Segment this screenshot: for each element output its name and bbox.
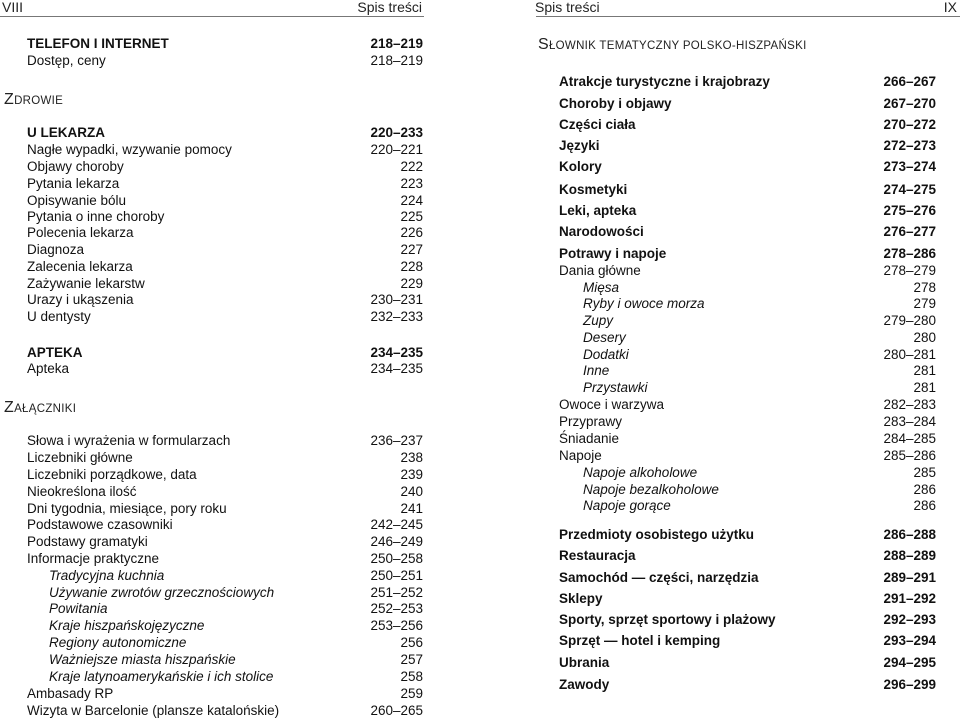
toc-entry [559, 223, 936, 240]
toc-entry-page: 280 [913, 330, 936, 345]
toc-entry [27, 360, 423, 377]
toc-entry-title: Sklepy [559, 591, 603, 606]
toc-entry-title: Inne [583, 363, 610, 378]
toc-entry-title: Polecenia lekarza [27, 225, 134, 240]
toc-entry-title: Atrakcje turystyczne i krajobrazy [559, 74, 770, 89]
toc-entry-title: Opisywanie bólu [27, 193, 127, 208]
toc-entry-title: Napoje alkoholowe [583, 465, 698, 480]
toc-entry [583, 295, 936, 312]
toc-entry-page: 258 [400, 669, 423, 684]
toc-entry-title: Restauracja [559, 548, 636, 563]
toc-entry [27, 224, 423, 241]
toc-entry [559, 202, 936, 219]
toc-entry [583, 497, 936, 514]
toc-entry-title: Używanie zwrotów grzecznościowych [49, 585, 275, 600]
toc-entry-title: Liczebniki główne [27, 450, 133, 465]
toc-entry-page: 234–235 [370, 345, 423, 360]
header-rule-left [0, 16, 424, 17]
toc-entry [559, 430, 936, 447]
toc-entry-page: 276–277 [883, 224, 936, 239]
toc-entry [49, 617, 423, 634]
toc-entry [27, 124, 423, 141]
toc-entry-page: 281 [913, 380, 936, 395]
toc-entry-title: Sporty, sprzęt sportowy i plażowy [559, 612, 776, 627]
header-rule-right [536, 16, 960, 17]
toc-entry-page: 250–251 [370, 568, 423, 583]
toc-entry-page: 252–253 [370, 601, 423, 616]
toc-entry-page: 267–270 [883, 96, 936, 111]
toc-entry-page: 293–294 [883, 633, 936, 648]
toc-entry-page: 239 [400, 467, 423, 482]
toc-entry-page: 266–267 [883, 74, 936, 89]
toc-entry-page: 286–288 [883, 527, 936, 542]
toc-entry-page: 259 [400, 686, 423, 701]
toc-entry-title: Dania główne [559, 263, 641, 278]
toc-entry-title: Pytania lekarza [27, 176, 120, 191]
toc-entry [27, 483, 423, 500]
toc-entry [27, 500, 423, 517]
toc-entry-title: Diagnoza [27, 242, 85, 257]
toc-entry-page: 281 [913, 363, 936, 378]
toc-entry-title: Kolory [559, 159, 602, 174]
toc-entry-title: Ambasady RP [27, 686, 114, 701]
toc-entry-page: 225 [400, 209, 423, 224]
toc-entry-page: 282–283 [883, 397, 936, 412]
toc-entry-page: 285 [913, 465, 936, 480]
toc-entry-page: 278–279 [883, 263, 936, 278]
toc-entry-title: Regiony autonomiczne [49, 635, 187, 650]
toc-entry [559, 95, 936, 112]
toc-entry-page: 274–275 [883, 182, 936, 197]
toc-entry [559, 181, 936, 198]
toc-entry-title: Objawy choroby [27, 159, 124, 174]
toc-entry-page: 280–281 [883, 347, 936, 362]
toc-entry-page: 279–280 [883, 313, 936, 328]
toc-entry-page: 275–276 [883, 203, 936, 218]
section-heading-zdrowie: ZDROWIE [4, 91, 64, 108]
toc-entry-title: Kraje hiszpańskojęzyczne [49, 618, 205, 633]
toc-entry-page: 253–256 [370, 618, 423, 633]
toc-entry-title: Zupy [583, 313, 614, 328]
page-number-left: VIII [2, 0, 24, 15]
toc-entry [27, 550, 423, 567]
toc-entry-page: 286 [913, 498, 936, 513]
toc-entry-title: Przystawki [583, 380, 648, 395]
toc-entry [27, 308, 423, 325]
toc-entry [583, 362, 936, 379]
toc-entry-title: TELEFON I INTERNET [27, 36, 169, 51]
toc-entry-title: Nagłe wypadki, wzywanie pomocy [27, 142, 232, 157]
toc-entry [27, 432, 423, 449]
toc-entry-title: Napoje bezalkoholowe [583, 482, 719, 497]
toc-entry-title: Apteka [27, 361, 70, 376]
toc-entry-page: 270–272 [883, 117, 936, 132]
toc-entry [559, 526, 936, 543]
page-number-right: IX [943, 0, 957, 15]
toc-entry [27, 241, 423, 258]
toc-entry-title: Desery [583, 330, 626, 345]
toc-entry-page: 242–245 [370, 517, 423, 532]
toc-entry [583, 346, 936, 363]
toc-entry-page: 294–295 [883, 655, 936, 670]
toc-entry [583, 379, 936, 396]
toc-entry-page: 223 [400, 176, 423, 191]
toc-entry-page: 220–221 [370, 142, 423, 157]
toc-entry-title: Języki [559, 138, 600, 153]
toc-entry-title: Zawody [559, 677, 610, 692]
toc-entry-page: 291–292 [883, 591, 936, 606]
toc-entry [583, 329, 936, 346]
toc-entry-title: Podstawowe czasowniki [27, 517, 173, 532]
toc-entry-page: 241 [400, 501, 423, 516]
toc-entry-page: 257 [400, 652, 423, 667]
toc-entry [559, 396, 936, 413]
toc-entry-title: Potrawy i napoje [559, 246, 667, 261]
toc-entry-page: 278–286 [883, 246, 936, 261]
toc-entry [27, 702, 423, 719]
toc-entry-page: 288–289 [883, 548, 936, 563]
toc-entry [27, 344, 423, 361]
toc-entry-page: 228 [400, 259, 423, 274]
toc-entry [559, 654, 936, 671]
toc-entry [49, 668, 423, 685]
toc-entry [559, 447, 936, 464]
toc-entry-page: 289–291 [883, 570, 936, 585]
toc-entry-title: Zażywanie lekarstw [27, 276, 145, 291]
toc-entry [559, 590, 936, 607]
toc-entry-title: Nieokreślona ilość [27, 484, 137, 499]
toc-entry-title: Samochód — części, narzędzia [559, 570, 759, 585]
toc-entry-page: 292–293 [883, 612, 936, 627]
toc-entry-title: Powitania [49, 601, 108, 616]
toc-entry-page: 279 [913, 296, 936, 311]
toc-entry-page: 218–219 [370, 36, 423, 51]
toc-entry-title: Napoje gorące [583, 498, 671, 513]
toc-entry-page: 273–274 [883, 159, 936, 174]
toc-entry [559, 611, 936, 628]
toc-entry [27, 258, 423, 275]
toc-entry-page: 240 [400, 484, 423, 499]
toc-entry-page: 224 [400, 193, 423, 208]
toc-entry [27, 35, 423, 52]
toc-entry [27, 449, 423, 466]
toc-entry-title: Kraje latynoamerykańskie i ich stolice [49, 669, 274, 684]
toc-entry-page: 229 [400, 276, 423, 291]
toc-entry-page: 296–299 [883, 677, 936, 692]
toc-entry-page: 220–233 [370, 125, 423, 140]
toc-entry-title: Wizyta w Barcelonie (plansze katalońskie) [27, 703, 280, 718]
toc-entry-title: Narodowości [559, 224, 644, 239]
toc-entry-page: 232–233 [370, 309, 423, 324]
toc-entry-page: 230–231 [370, 292, 423, 307]
toc-entry [559, 262, 936, 279]
toc-entry [559, 676, 936, 693]
toc-entry [27, 533, 423, 550]
toc-entry-title: Mięsa [583, 280, 620, 295]
toc-entry-title: Napoje [559, 448, 602, 463]
toc-entry-title: Sprzęt — hotel i kemping [559, 633, 721, 648]
toc-entry-title: Kosmetyki [559, 182, 628, 197]
toc-entry-title: Słowa i wyrażenia w formularzach [27, 433, 231, 448]
right-page [480, 0, 960, 719]
toc-entry-page: 278 [913, 280, 936, 295]
toc-entry [27, 158, 423, 175]
toc-entry-page: 251–252 [370, 585, 423, 600]
toc-entry [27, 466, 423, 483]
toc-entry-title: Tradycyjna kuchnia [49, 568, 165, 583]
toc-entry [559, 547, 936, 564]
toc-entry-title: Ważniejsze miasta hiszpańskie [49, 652, 236, 667]
toc-entry-title: Liczebniki porządkowe, data [27, 467, 197, 482]
toc-entry-page: 272–273 [883, 138, 936, 153]
toc-entry-title: U dentysty [27, 309, 91, 324]
toc-entry-title: Urazy i ukąszenia [27, 292, 134, 307]
toc-entry-page: 284–285 [883, 431, 936, 446]
toc-entry-title: Pytania o inne choroby [27, 209, 165, 224]
toc-entry-title: Dni tygodnia, miesiące, pory roku [27, 501, 227, 516]
toc-entry-title: Dodatki [583, 347, 629, 362]
toc-entry-page: 256 [400, 635, 423, 650]
toc-entry-title: Przedmioty osobistego użytku [559, 527, 755, 542]
toc-entry [27, 141, 423, 158]
toc-entry-page: 218–219 [370, 53, 423, 68]
toc-entry [27, 175, 423, 192]
toc-entry-page: 285–286 [883, 448, 936, 463]
toc-entry-title: Śniadanie [559, 431, 620, 446]
toc-entry [583, 464, 936, 481]
toc-entry [583, 279, 936, 296]
toc-entry [583, 481, 936, 498]
toc-entry [559, 137, 936, 154]
toc-entry-page: 283–284 [883, 414, 936, 429]
toc-entry-title: APTEKA [27, 345, 83, 360]
toc-entry-title: Podstawy gramatyki [27, 534, 148, 549]
toc-entry-title: Informacje praktyczne [27, 551, 160, 566]
toc-entry-title: U LEKARZA [27, 125, 105, 140]
toc-entry [27, 208, 423, 225]
toc-entry-page: 226 [400, 225, 423, 240]
toc-entry [583, 312, 936, 329]
toc-entry-title: Owoce i warzywa [559, 397, 665, 412]
toc-entry-page: 227 [400, 242, 423, 257]
toc-entry-title: Zalecenia lekarza [27, 259, 133, 274]
toc-entry-title: Leki, apteka [559, 203, 637, 218]
toc-entry [49, 634, 423, 651]
toc-entry [559, 245, 936, 262]
toc-entry-page: 250–258 [370, 551, 423, 566]
toc-entry [27, 52, 423, 69]
toc-entry [559, 73, 936, 90]
toc-entry-page: 234–235 [370, 361, 423, 376]
toc-entry [27, 291, 423, 308]
toc-entry-title: Części ciała [559, 117, 636, 132]
toc-entry [49, 651, 423, 668]
toc-entry [27, 516, 423, 533]
toc-entry-title: Choroby i objawy [559, 96, 672, 111]
toc-entry [559, 632, 936, 649]
toc-entry-page: 222 [400, 159, 423, 174]
toc-entry [27, 192, 423, 209]
toc-entry [559, 116, 936, 133]
toc-entry [49, 567, 423, 584]
toc-entry-page: 260–265 [370, 703, 423, 718]
toc-entry-title: Dostęp, ceny [27, 53, 106, 68]
toc-entry-title: Ubrania [559, 655, 610, 670]
toc-entry-page: 236–237 [370, 433, 423, 448]
section-heading-slownik: SŁOWNIK TEMATYCZNY POLSKO-HISZPAŃSKI [538, 36, 807, 53]
toc-entry [559, 158, 936, 175]
toc-entry-page: 286 [913, 482, 936, 497]
toc-entry [27, 275, 423, 292]
running-header-right: Spis treści [535, 0, 600, 15]
toc-entry [559, 569, 936, 586]
running-header-left: Spis treści [357, 0, 422, 15]
toc-entry-title: Przyprawy [559, 414, 623, 429]
toc-entry [559, 413, 936, 430]
toc-entry [27, 685, 423, 702]
toc-entry [49, 584, 423, 601]
toc-entry-title: Ryby i owoce morza [583, 296, 705, 311]
toc-entry-page: 238 [400, 450, 423, 465]
section-heading-zalaczniki: ZAŁĄCZNIKI [4, 399, 77, 416]
toc-entry-page: 246–249 [370, 534, 423, 549]
toc-entry [49, 600, 423, 617]
